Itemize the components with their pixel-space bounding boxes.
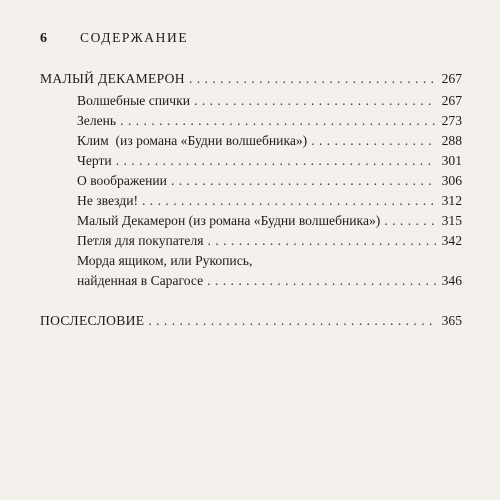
page-number: 6 <box>40 31 47 46</box>
toc-section-malyy-dekameron <box>40 69 462 89</box>
toc-page-number: 301 <box>441 153 462 168</box>
toc-entry <box>40 111 462 131</box>
toc-page-number: 306 <box>441 173 462 188</box>
leader-dots <box>171 171 436 191</box>
toc-entry-title: О воображении <box>77 173 167 188</box>
toc-page-number: 273 <box>441 113 462 128</box>
running-title: СОДЕРЖАНИЕ <box>80 30 189 45</box>
toc-entry-title: Зелень <box>77 113 117 128</box>
toc-entry <box>40 131 462 151</box>
toc-entry <box>40 151 462 171</box>
toc-page-number: 267 <box>441 93 462 108</box>
toc-page-number: 267 <box>441 71 462 86</box>
toc-entry-title: Малый Декамерон (из романа «Будни волшебника») <box>77 213 381 228</box>
leader-dots <box>194 91 436 111</box>
toc-page-number: 365 <box>441 313 462 328</box>
leader-dots <box>189 69 436 89</box>
running-head <box>40 30 460 47</box>
toc-page-number: 315 <box>441 213 462 228</box>
leader-dots <box>116 151 436 171</box>
toc-page-number: 288 <box>441 133 462 148</box>
toc-page-number: 346 <box>441 273 462 288</box>
toc-entry-title: Черти <box>77 153 112 168</box>
toc-entry <box>40 231 462 251</box>
toc-entry-title-line1: Морда ящиком, или Рукопись, <box>77 253 253 268</box>
section-gap <box>40 291 462 311</box>
toc-section-title: ПОСЛЕСЛОВИЕ <box>40 313 145 328</box>
toc-entry-multiline <box>40 251 462 271</box>
toc-entry <box>40 171 462 191</box>
toc-section-title: МАЛЫЙ ДЕКАМЕРОН <box>40 71 185 86</box>
toc-entry-title: Не звезди! <box>77 193 138 208</box>
table-of-contents <box>40 69 462 333</box>
toc-page-number: 312 <box>441 193 462 208</box>
leader-dots <box>208 231 437 251</box>
leader-dots <box>120 111 436 131</box>
toc-entry <box>40 211 462 231</box>
toc-entry-title-line2: найденная в Сарагосе <box>77 273 204 288</box>
leader-dots <box>207 271 436 291</box>
toc-entry-title: Клим (из романа «Будни волшебника») <box>77 133 308 148</box>
toc-entry <box>40 91 462 111</box>
leader-dots <box>384 211 436 231</box>
toc-section-posleslovie <box>40 311 462 331</box>
leader-dots <box>148 311 436 331</box>
toc-entry-title: Петля для покупателя <box>77 233 204 248</box>
toc-entry-multiline-end <box>40 271 462 291</box>
toc-entry <box>40 191 462 211</box>
toc-entry-title: Волшебные спички <box>77 93 191 108</box>
leader-dots <box>142 191 436 211</box>
toc-page-number: 342 <box>441 233 462 248</box>
leader-dots <box>311 131 436 151</box>
